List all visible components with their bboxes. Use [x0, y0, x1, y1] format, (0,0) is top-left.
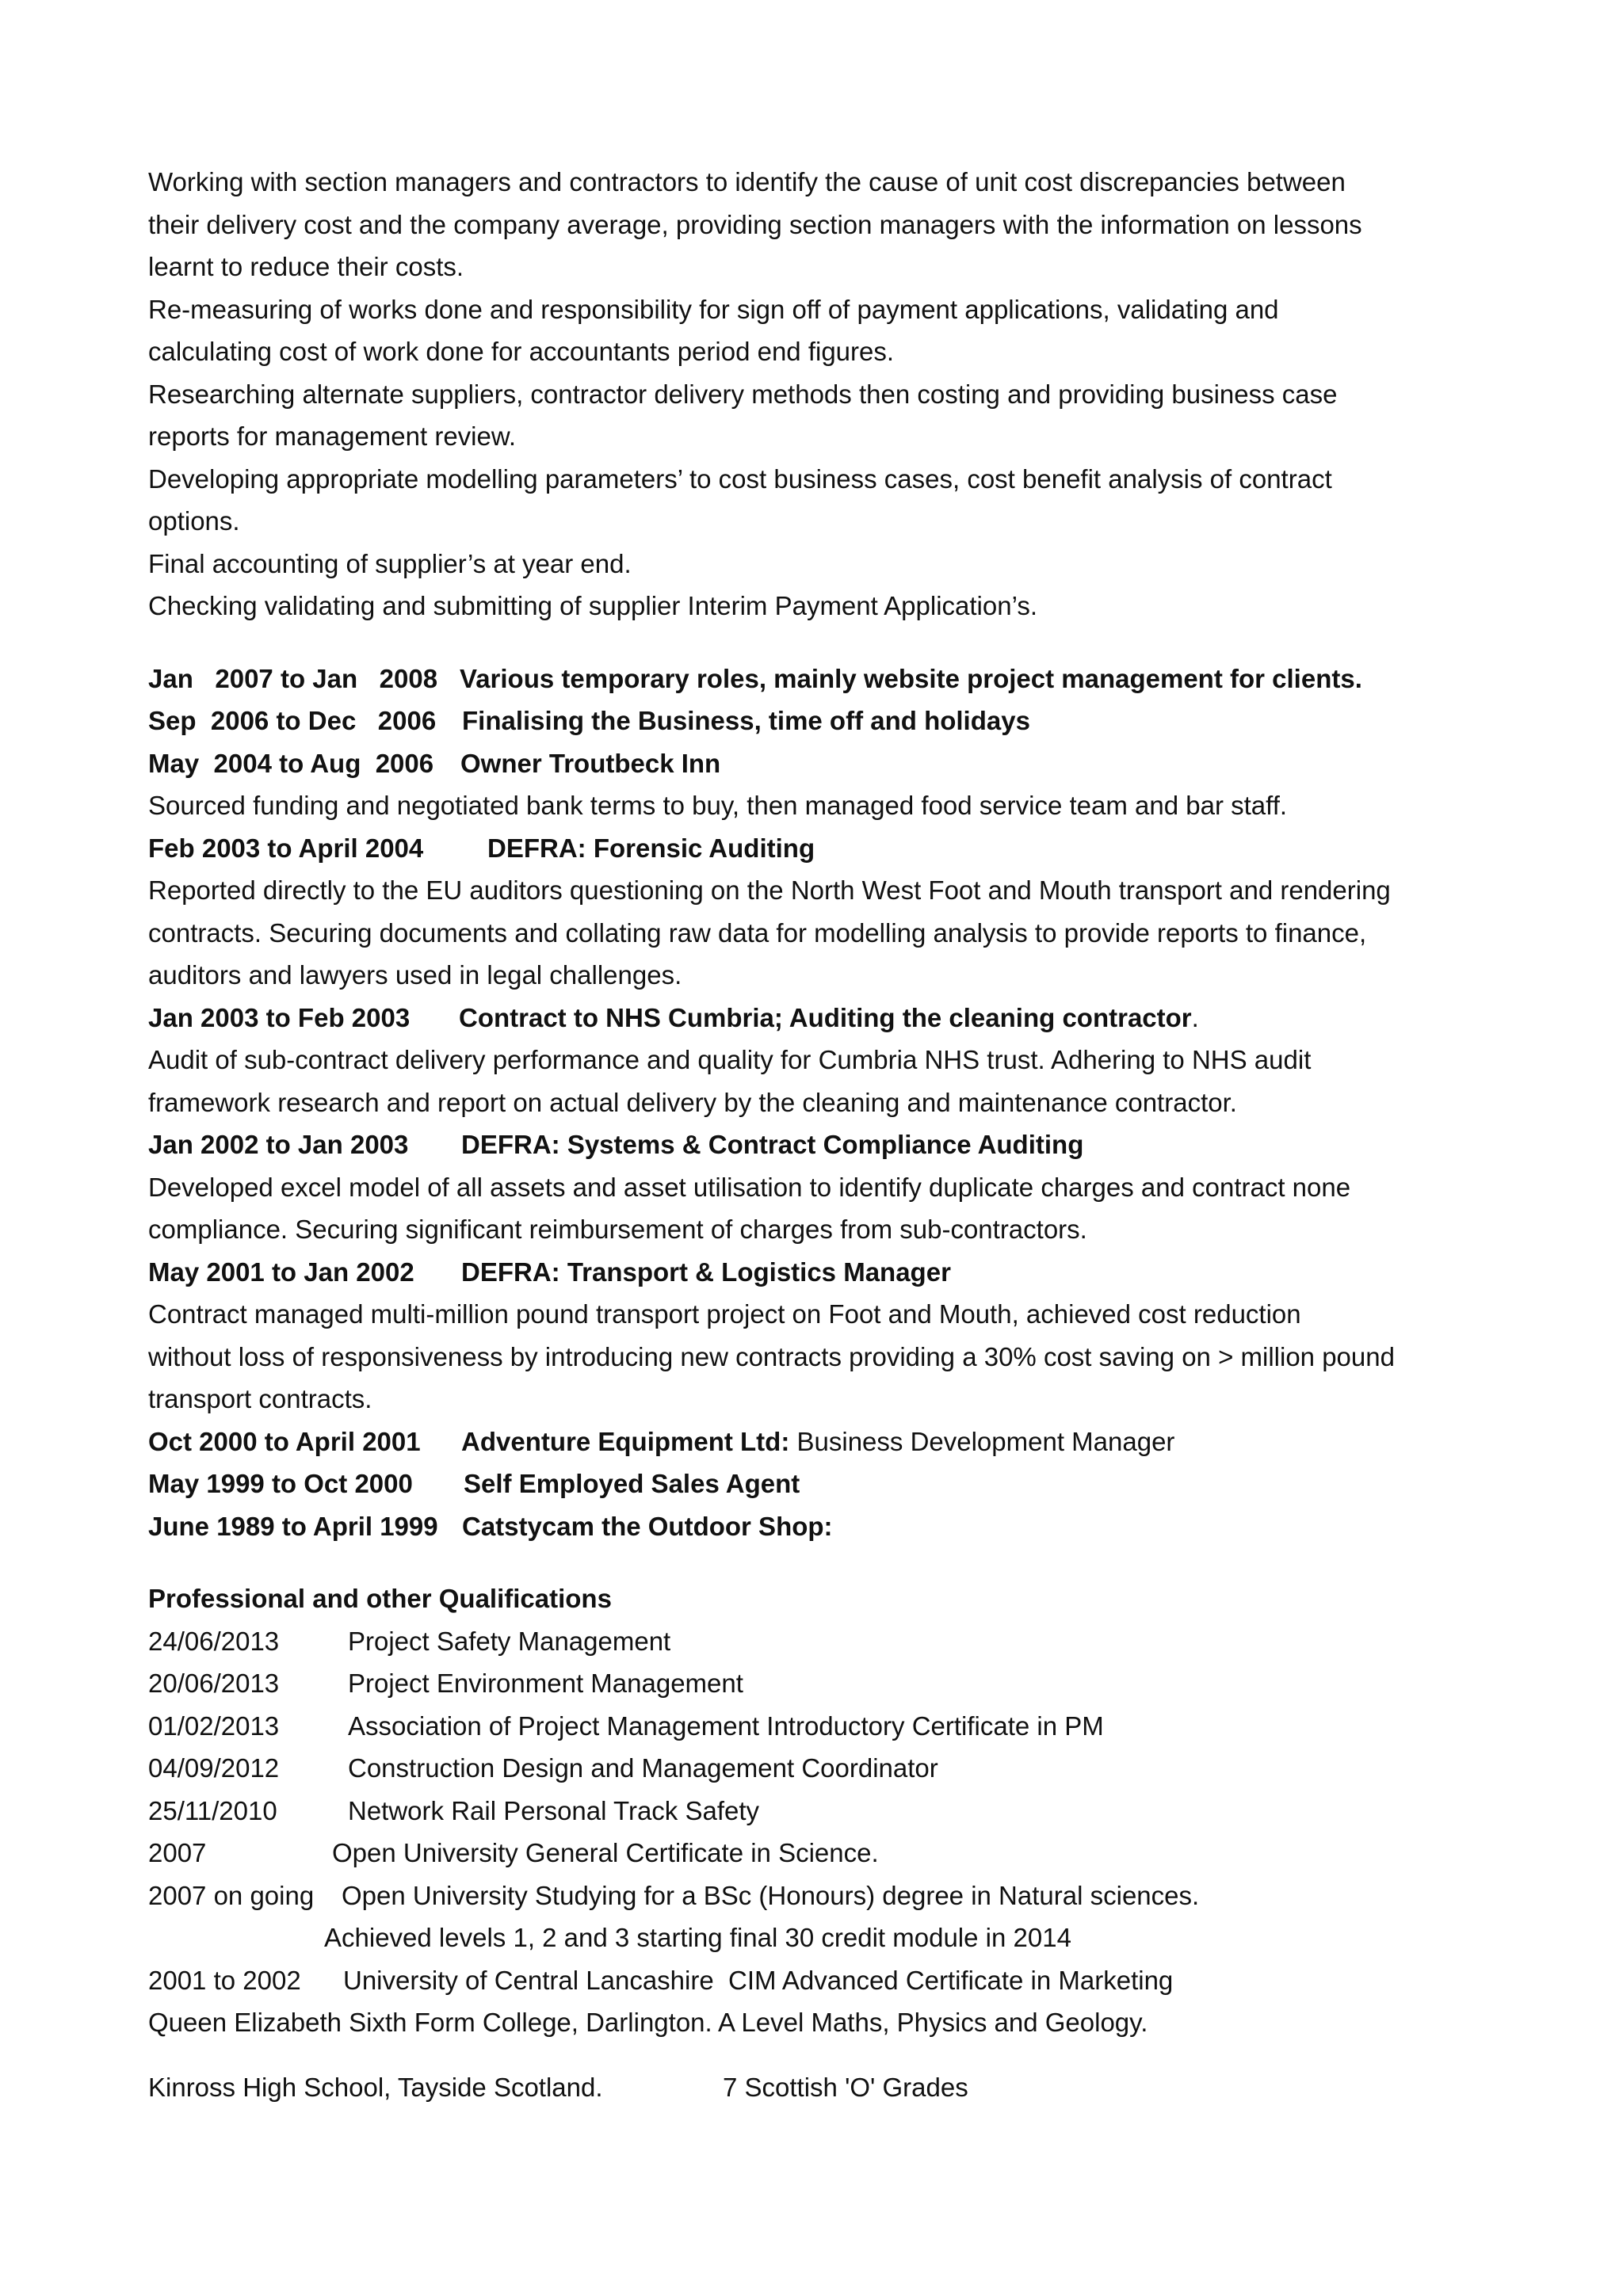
intro-line: Checking validating and submitting of supplier Interim Payment Application’s. [148, 591, 1037, 620]
job-heading [148, 1505, 1495, 1548]
qualification-text: Construction Design and Management Coordinator [348, 1753, 938, 1783]
intro-line: reports for management review. [148, 421, 517, 451]
qualification-row [148, 1747, 1495, 1790]
qualification-date: 2007 on going [148, 1880, 315, 1910]
qualification-row [148, 1875, 1495, 1917]
intro-section [148, 161, 1495, 627]
job-description: contracts. Securing documents and collating raw data for modelling analysis to provide reports to finance, [148, 917, 1367, 948]
qualification-row [148, 1620, 1495, 1663]
qualification-text: Network Rail Personal Track Safety [348, 1795, 760, 1825]
qualification-row [148, 1959, 1495, 2002]
spacer [148, 1547, 1495, 1577]
school-name: Kinross High School, Tayside Scotland. [148, 2072, 603, 2102]
qualification-text: Open University Studying for a BSc (Honours) degree in Natural sciences. [342, 1880, 1200, 1910]
job-description: Sourced funding and negotiated bank terms to buy, then managed food service team and bar staff. [148, 791, 1288, 820]
job-description: Audit of sub-contract delivery performance and quality for Cumbria NHS trust. Adhering to NHS audit [148, 1045, 1312, 1074]
job-title: Catstycam the Outdoor Shop: [462, 1511, 833, 1541]
school-row [148, 2066, 1495, 2109]
job-dates: June 1989 to April 1999 [148, 1511, 438, 1541]
intro-line: Researching alternate suppliers, contractor delivery methods then costing and providing business case [148, 379, 1338, 409]
college-line: Queen Elizabeth Sixth Form College, Darlington. A Level Maths, Physics and Geology. [148, 2008, 1148, 2037]
job-dates: Feb 2003 to April 2004 [148, 833, 424, 863]
qualification-text: University of Central Lancashire CIM Advanced Certificate in Marketing [343, 1965, 1174, 1995]
job-title: Contract to NHS Cumbria; Auditing the cleaning contractor [459, 1002, 1192, 1032]
job-heading [148, 997, 1495, 1039]
qualifications-section [148, 1577, 1495, 2108]
qualification-date: 2001 to 2002 [148, 1965, 301, 1995]
section-heading: Professional and other Qualifications [148, 1584, 612, 1613]
job-dates: Oct 2000 to April 2001 [148, 1426, 421, 1456]
job-heading [148, 1421, 1495, 1463]
job-dates: May 2001 to Jan 2002 [148, 1257, 414, 1287]
intro-line: their delivery cost and the company average, providing section managers with the information on lessons [148, 209, 1362, 239]
job-dates: Jan 2007 to Jan 2008 [148, 663, 438, 693]
qualification-date: 25/11/2010 [148, 1795, 277, 1825]
intro-line: Working with section managers and contractors to identify the cause of unit cost discrepancies between [148, 167, 1346, 196]
employment-history [148, 658, 1495, 1548]
job-title: Various temporary roles, mainly website project management for clients. [460, 663, 1362, 693]
qualification-text: Project Safety Management [348, 1626, 671, 1656]
job-heading [148, 742, 1495, 785]
job-description: auditors and lawyers used in legal challenges. [148, 960, 682, 990]
qualification-date: 2007 [148, 1838, 207, 1867]
qualification-text: Association of Project Management Introductory Certificate in PM [348, 1711, 1104, 1741]
qualification-row [148, 1705, 1495, 1748]
intro-line: Re-measuring of works done and responsibility for sign off of payment applications, validating and [148, 294, 1279, 324]
qualification-row [148, 1790, 1495, 1833]
job-dates: Jan 2003 to Feb 2003 [148, 1002, 411, 1032]
qualification-date: 04/09/2012 [148, 1753, 280, 1783]
intro-line: calculating cost of work done for accountants period end figures. [148, 337, 895, 366]
job-description: framework research and report on actual delivery by the cleaning and maintenance contractor. [148, 1087, 1237, 1117]
job-description: Reported directly to the EU auditors questioning on the North West Foot and Mouth transport and rendering [148, 875, 1391, 905]
qualification-row [148, 1662, 1495, 1705]
qualification-text: Open University General Certificate in Science. [332, 1838, 879, 1867]
qualification-date: 24/06/2013 [148, 1626, 280, 1656]
school-grades: 7 Scottish 'O' Grades [723, 2072, 968, 2102]
job-title: DEFRA: Forensic Auditing [487, 833, 815, 863]
qualification-text: Project Environment Management [348, 1669, 743, 1698]
job-dates: May 2004 to Aug 2006 [148, 748, 434, 778]
intro-line: options. [148, 506, 240, 536]
job-title: Owner Troutbeck Inn [460, 748, 721, 778]
intro-line: Developing appropriate modelling parameters’ to cost business cases, cost benefit analysis of contract [148, 463, 1332, 494]
job-heading [148, 1251, 1495, 1294]
job-heading [148, 658, 1495, 700]
job-dates: Sep 2006 to Dec 2006 [148, 706, 437, 735]
job-heading [148, 827, 1495, 870]
intro-line: learnt to reduce their costs. [148, 252, 464, 281]
job-title: DEFRA: Transport & Logistics Manager [461, 1257, 951, 1287]
qualification-date: 01/02/2013 [148, 1711, 280, 1741]
spacer [148, 627, 1495, 658]
job-title: Adventure Equipment Ltd: [461, 1426, 790, 1456]
job-title: Self Employed Sales Agent [464, 1469, 800, 1498]
spacer [148, 2044, 1495, 2066]
job-heading [148, 1123, 1495, 1166]
job-dates: May 1999 to Oct 2000 [148, 1469, 413, 1498]
cv-page [148, 161, 1495, 2108]
job-heading [148, 700, 1495, 742]
intro-line: Final accounting of supplier’s at year end. [148, 548, 632, 578]
job-title: DEFRA: Systems & Contract Compliance Auditing [461, 1130, 1084, 1159]
qualification-date: 20/06/2013 [148, 1669, 280, 1698]
job-description: without loss of responsiveness by introducing new contracts providing a 30% cost saving on > million pound [148, 1341, 1395, 1371]
job-description: transport contracts. [148, 1384, 372, 1413]
qualification-continuation: Achieved levels 1, 2 and 3 starting final 30 credit module in 2014 [324, 1923, 1071, 1952]
job-description: compliance. Securing significant reimbursement of charges from sub-contractors. [148, 1215, 1087, 1244]
job-title-suffix: Business Development Manager [789, 1426, 1175, 1456]
qualification-row [148, 1832, 1495, 1875]
job-description: Developed excel model of all assets and asset utilisation to identify duplicate charges and contract none [148, 1172, 1351, 1202]
job-title: Finalising the Business, time off and holidays [462, 706, 1030, 735]
job-heading [148, 1463, 1495, 1505]
job-dates: Jan 2002 to Jan 2003 [148, 1130, 409, 1159]
job-description: Contract managed multi-million pound transport project on Foot and Mouth, achieved cost reduction [148, 1299, 1301, 1329]
job-title-suffix: . [1191, 1002, 1199, 1032]
